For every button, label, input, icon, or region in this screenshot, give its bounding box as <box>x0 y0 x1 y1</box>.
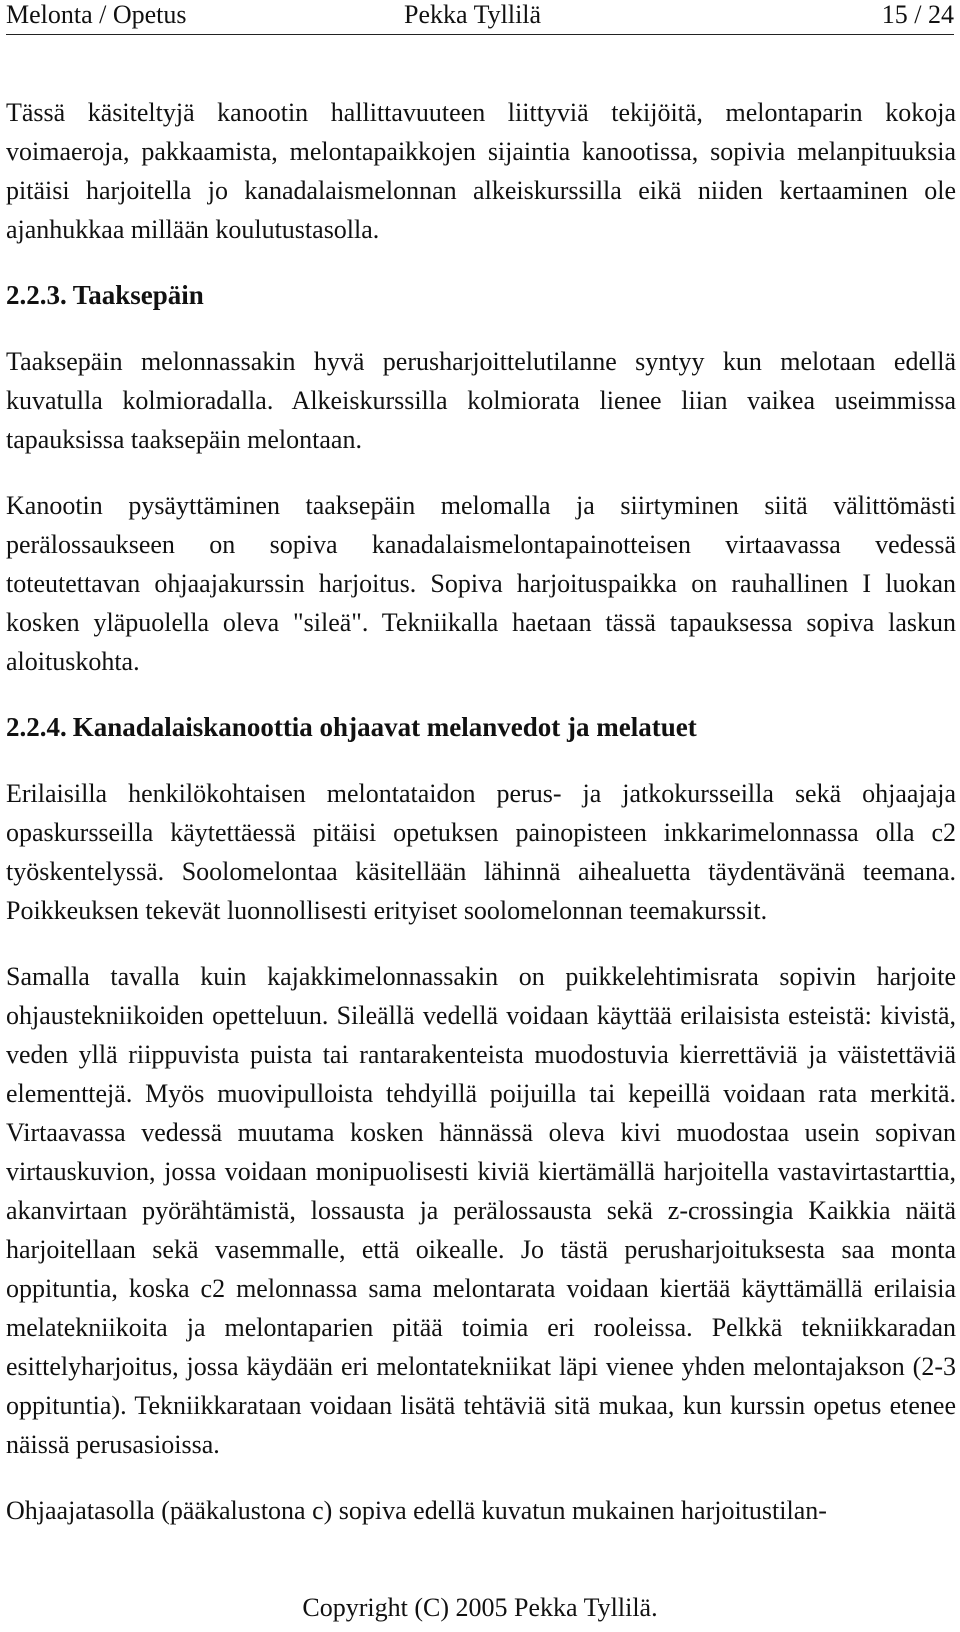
page-header <box>6 0 954 35</box>
section-number: 2.2.4. <box>6 712 67 742</box>
section-title: Taaksepäin <box>72 280 204 310</box>
page-footer-copyright: Copyright (C) 2005 Pekka Tyllilä. <box>302 1593 658 1622</box>
header-author: Pekka Tyllilä <box>404 0 542 29</box>
paragraph: Ohjaajatasolla (pääkalustona c) sopiva edellä kuvatun mukainen harjoitustilan- <box>6 1496 827 1525</box>
paragraph: Erilaisilla henkilökohtaisen melontataidon perus- ja jatkokursseilla sekä ohjaajaja opaskursseilla käytettäessä pitäisi opetuksen painopisteen inkkarimelonnassa olla c2 työskentelyssä. Soolomelontaa käsitellään lähinnä aihealuetta täydentävänä teemana. Poikkeuksen tekevät luonnollisesti erityiset soolomelonnan teemakurssit. <box>6 779 956 925</box>
paragraph: Taaksepäin melonnassakin hyvä perusharjoittelutilanne syntyy kun melotaan edellä kuvatulla kolmioradalla. Alkeiskurssilla kolmiorata lienee liian vaikea useimmissa tapauksissa taaksepäin melontaan. <box>6 347 956 454</box>
paragraph: Samalla tavalla kuin kajakkimelonnassakin on puikkelehtimisrata sopivin harjoite ohjaustekniikoiden opetteluun. Sileällä vedellä voidaan käyttää erilaisista esteistä: kivistä, veden yllä riippuvista puista tai rantarakenteista muodostuvia kierrettäviä ja väistettäviä elementtejä. Myös muovipulloista tehdyillä poijuilla tai kepeillä voidaan rata merkitä. Virtaavassa vedessä muutama kosken hännässä oleva kivi muodostaa usein sopivan virtauskuvion, jossa voidaan monipuolisesti kiviä kiertämällä harjoitella vastavirtastarttia, akanvirtaan pyörähtämistä, lossausta ja perälossausta sekä z-crossingia Kaikkia näitä harjoitellaan sekä vasemmalle, että oikealle. Jo tästä perusharjoituksesta saa monta oppituntia, koska c2 melonnassa sama melontarata voidaan kiertää käyttämällä erilaisia melatekniikoita ja melontaparien pitää toimia eri rooleissa. Pelkkä tekniikkaradan esittelyharjoitus, jossa käydään eri melontatekniikat läpi vienee yhden melontajakson (2-3 oppituntia). Tekniikkarataan voidaan lisätä tehtäviä sitä mukaa, kun kurssin opetus etenee näissä perusasioissa. <box>6 962 956 1459</box>
section-title: Kanadalaiskanoottia ohjaavat melanvedot ja melatuet <box>72 712 697 742</box>
header-page-number: 15 / 24 <box>881 0 954 29</box>
header-doc-title: Melonta / Opetus <box>6 0 187 29</box>
section-heading-2-2-4 <box>6 708 956 747</box>
document-body <box>6 93 956 1530</box>
section-number: 2.2.3. <box>6 280 67 310</box>
section-heading-2-2-3 <box>6 276 956 315</box>
intro-paragraph: Tässä käsiteltyjä kanootin hallittavuuteen liittyviä tekijöitä, melontaparin kokoja voimaeroja, pakkaamista, melontapaikkojen sijaintia kanootissa, sopivia melanpituuksia pitäisi harjoitella jo kanadalaismelonnan alkeiskurssilla eikä niiden kertaaminen ole ajanhukkaa millään koulutustasolla. <box>6 98 956 244</box>
paragraph: Kanootin pysäyttäminen taaksepäin melomalla ja siirtyminen siitä välittömästi perälossaukseen on sopiva kanadalaismelontapainotteisen virtaavassa vedessä toteutettavan ohjaajakurssin harjoitus. Sopiva harjoituspaikka on rauhallinen I luokan kosken yläpuolella oleva "sileä". Tekniikalla haetaan tässä tapauksessa sopiva laskun aloituskohta. <box>6 491 956 676</box>
